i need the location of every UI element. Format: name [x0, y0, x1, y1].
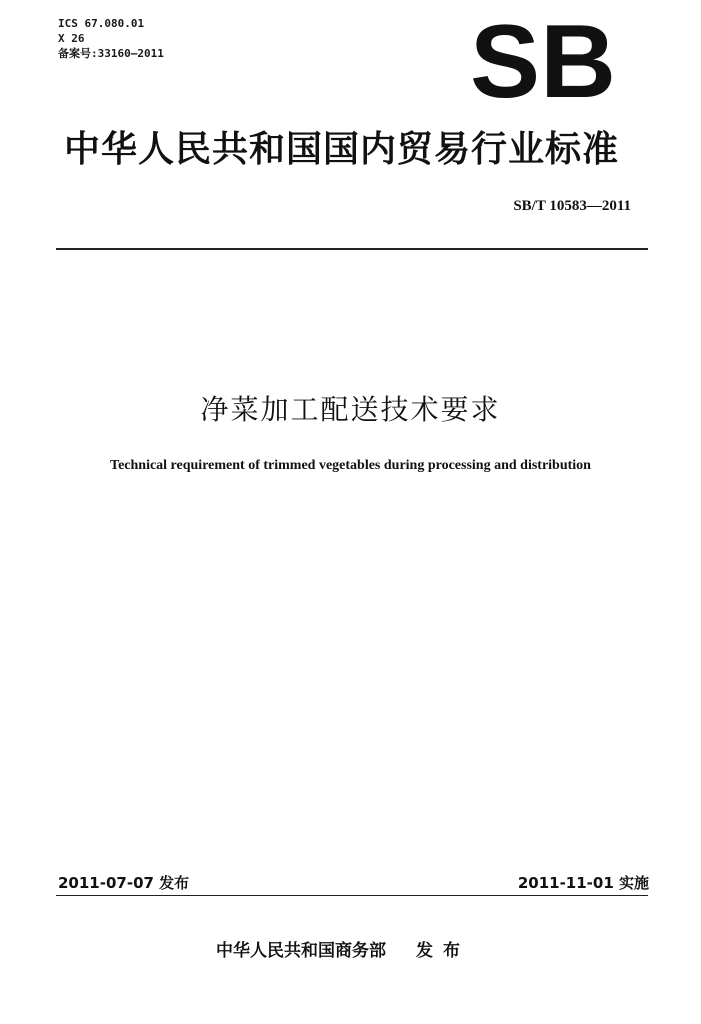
implementation-date: 2011-11-01 实施	[517, 874, 649, 892]
issue-date: 2011-07-07 发布	[58, 874, 190, 892]
classification-code: X 26	[58, 32, 85, 45]
header-meta	[58, 16, 164, 61]
document-title-en: Technical requirement of trimmed vegetables during processing and distribution	[110, 458, 591, 473]
ics-code: ICS 67.080.01	[58, 17, 145, 30]
document-title-cn: 净菜加工配送技术要求	[200, 393, 501, 426]
issuer-name: 中华人民共和国商务部	[216, 941, 386, 961]
sb-logo	[468, 22, 618, 102]
top-divider	[56, 248, 648, 250]
issuer-line	[216, 936, 470, 961]
standard-category-title: 中华人民共和国国内贸易行业标准	[64, 129, 620, 170]
filing-number: 备案号:33160—2011	[58, 47, 164, 60]
bottom-divider	[56, 895, 648, 896]
sb-logo-text: SB	[470, 22, 616, 102]
issuer-action: 发布	[416, 941, 470, 961]
standard-code: SB/T 10583—2011	[513, 198, 631, 214]
